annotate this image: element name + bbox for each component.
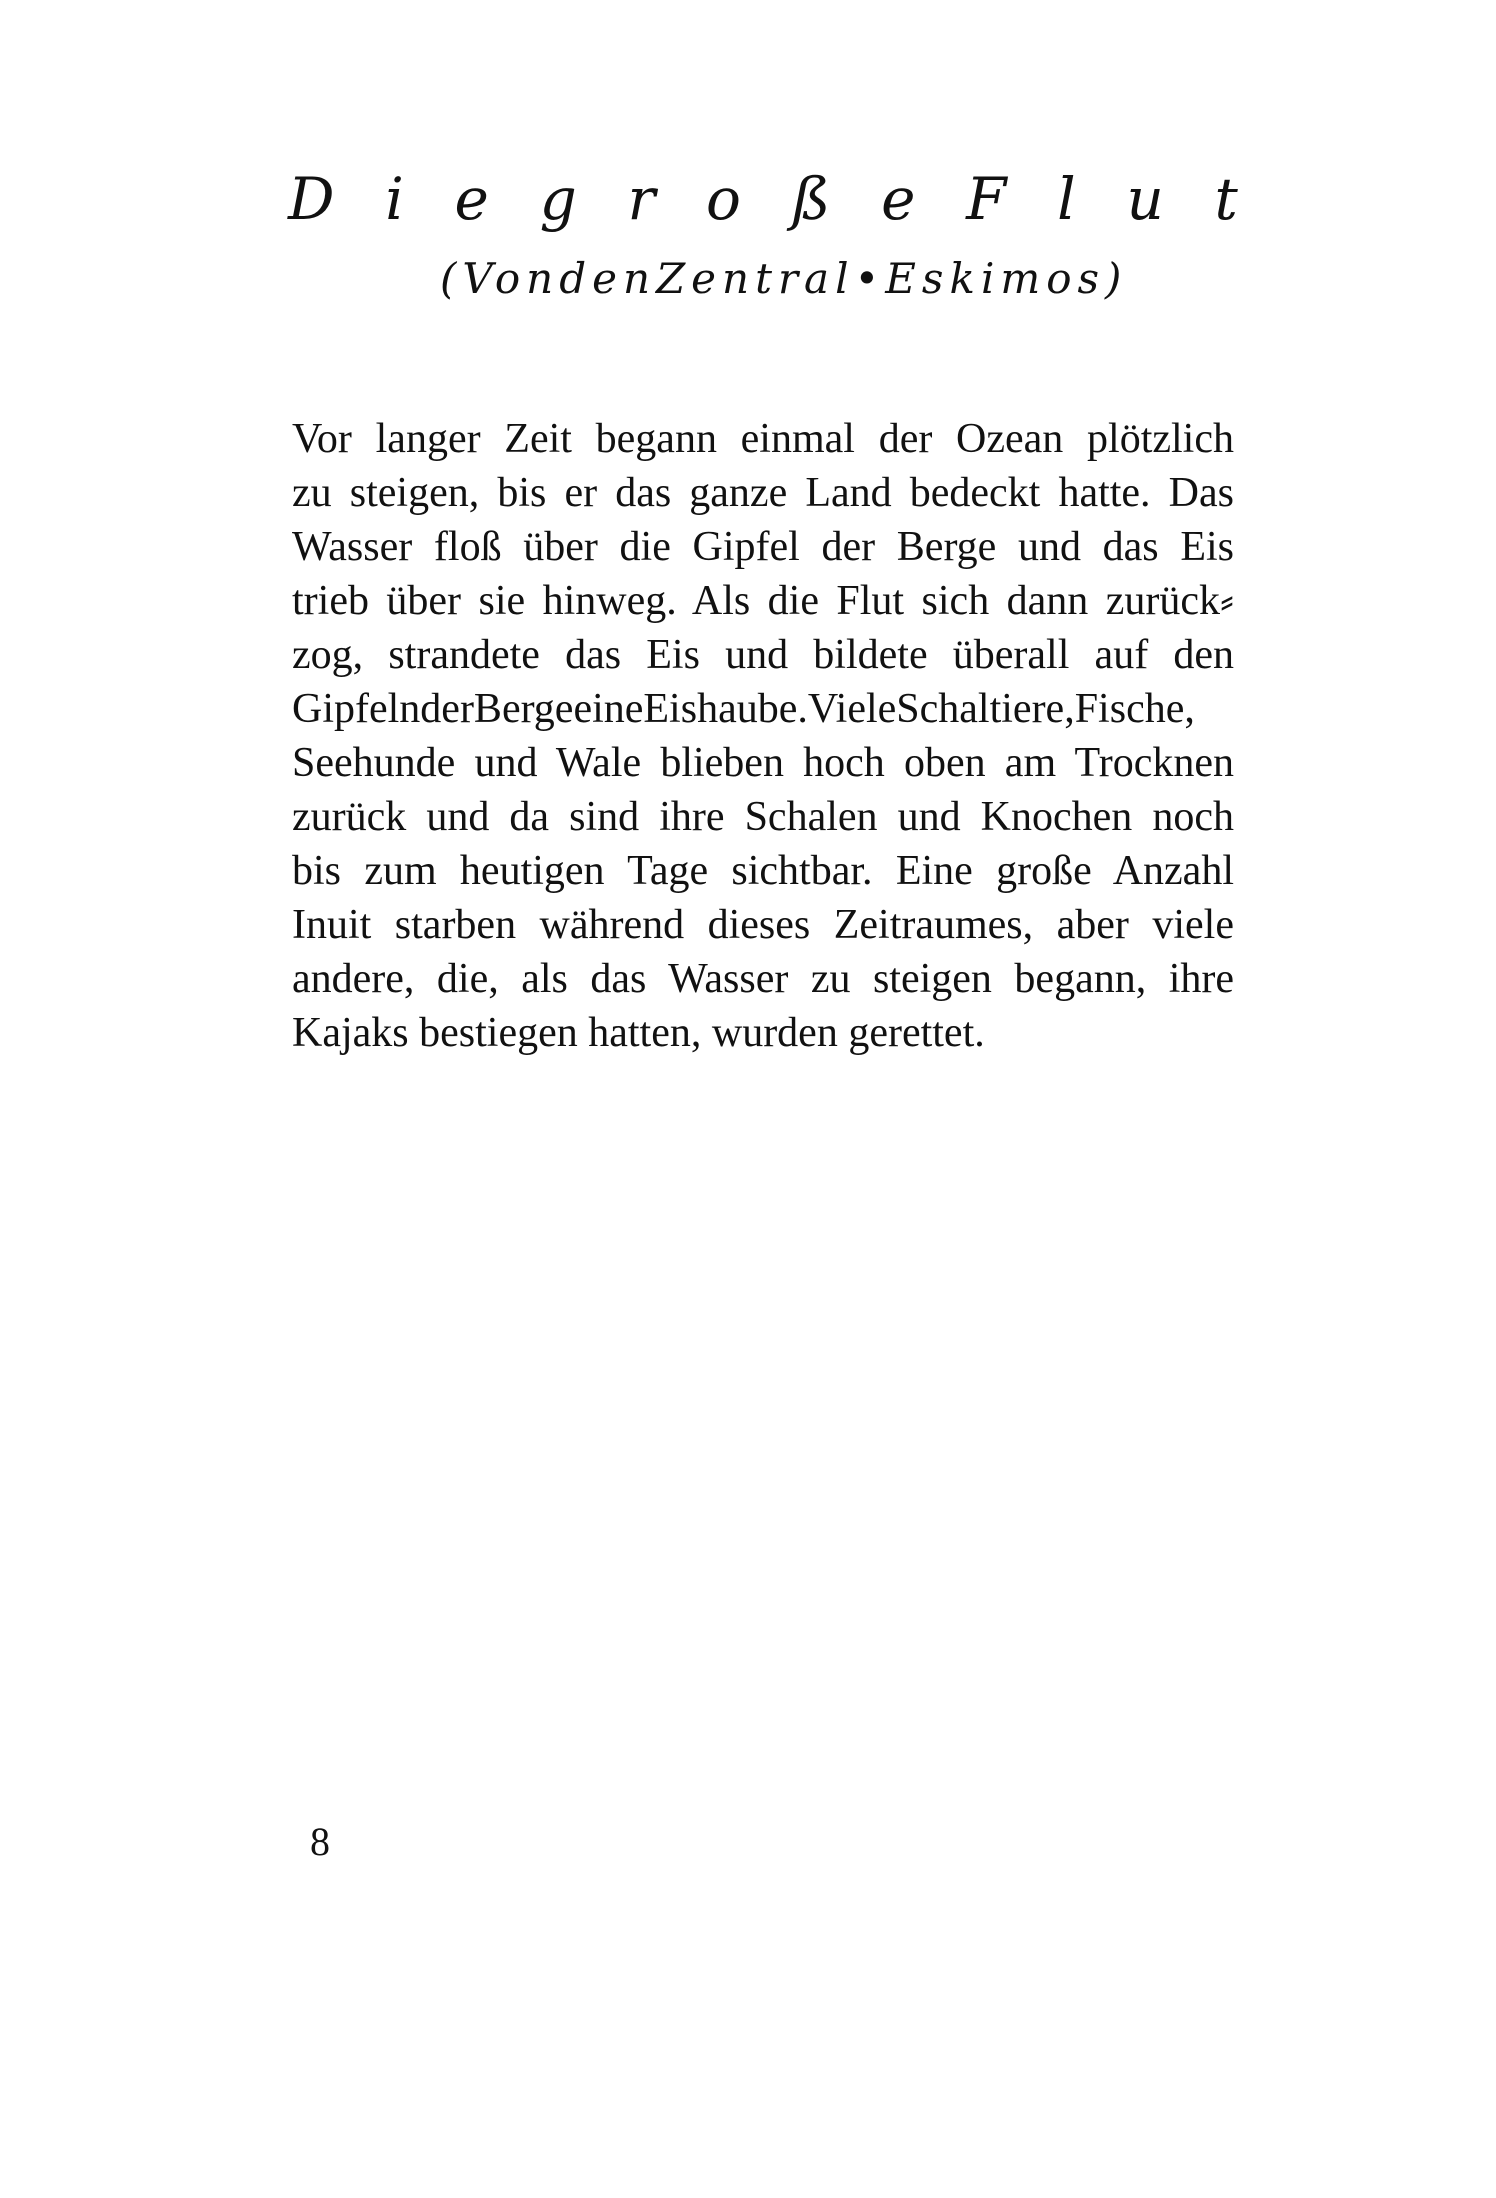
text-line: trieb über sie hinweg. Als die Flut sich dann zurück⸗: [292, 578, 1234, 624]
page-subtitle: (VondenZentral•Eskimos): [440, 254, 1128, 303]
title-letter: o: [705, 165, 741, 233]
title-letter: e: [881, 165, 916, 233]
text-line: Vor langer Zeit begann einmal der Ozean plötzlich: [292, 416, 1234, 462]
text-line: Wasser floß über die Gipfel der Berge und das Eis: [292, 524, 1234, 570]
page-title: [288, 165, 1238, 233]
title-letter: F: [966, 165, 1007, 233]
text-line: zog, strandete das Eis und bildete überall auf den: [292, 632, 1234, 678]
title-letter: r: [627, 165, 656, 233]
page-number: 8: [310, 1819, 330, 1864]
title-letter: g: [539, 165, 577, 233]
title-letter: u: [1126, 165, 1164, 233]
text-line: bis zum heutigen Tage sichtbar. Eine große Anzahl: [292, 848, 1234, 894]
text-line: zu steigen, bis er das ganze Land bedeckt hatte. Das: [292, 470, 1234, 516]
title-letter: i: [385, 165, 404, 233]
text-line: Inuit starben während dieses Zeitraumes, aber viele: [292, 902, 1234, 948]
title-letter: ß: [791, 165, 831, 233]
text-line: Kajaks bestiegen hatten, wurden gerettet.: [292, 1010, 985, 1056]
body-paragraph: [292, 412, 1234, 1060]
text-line: GipfelnderBergeeineEishaube.VieleSchaltiere,Fische,: [292, 686, 1195, 732]
title-letter: l: [1057, 165, 1076, 233]
text-line: andere, die, als das Wasser zu steigen begann, ihre: [292, 956, 1234, 1002]
text-line: zurück und da sind ihre Schalen und Knochen noch: [292, 794, 1234, 840]
text-line: Seehunde und Wale blieben hoch oben am Trocknen: [292, 740, 1234, 786]
title-letter: t: [1214, 165, 1238, 233]
title-letter: D: [288, 165, 335, 233]
title-letter: e: [454, 165, 489, 233]
